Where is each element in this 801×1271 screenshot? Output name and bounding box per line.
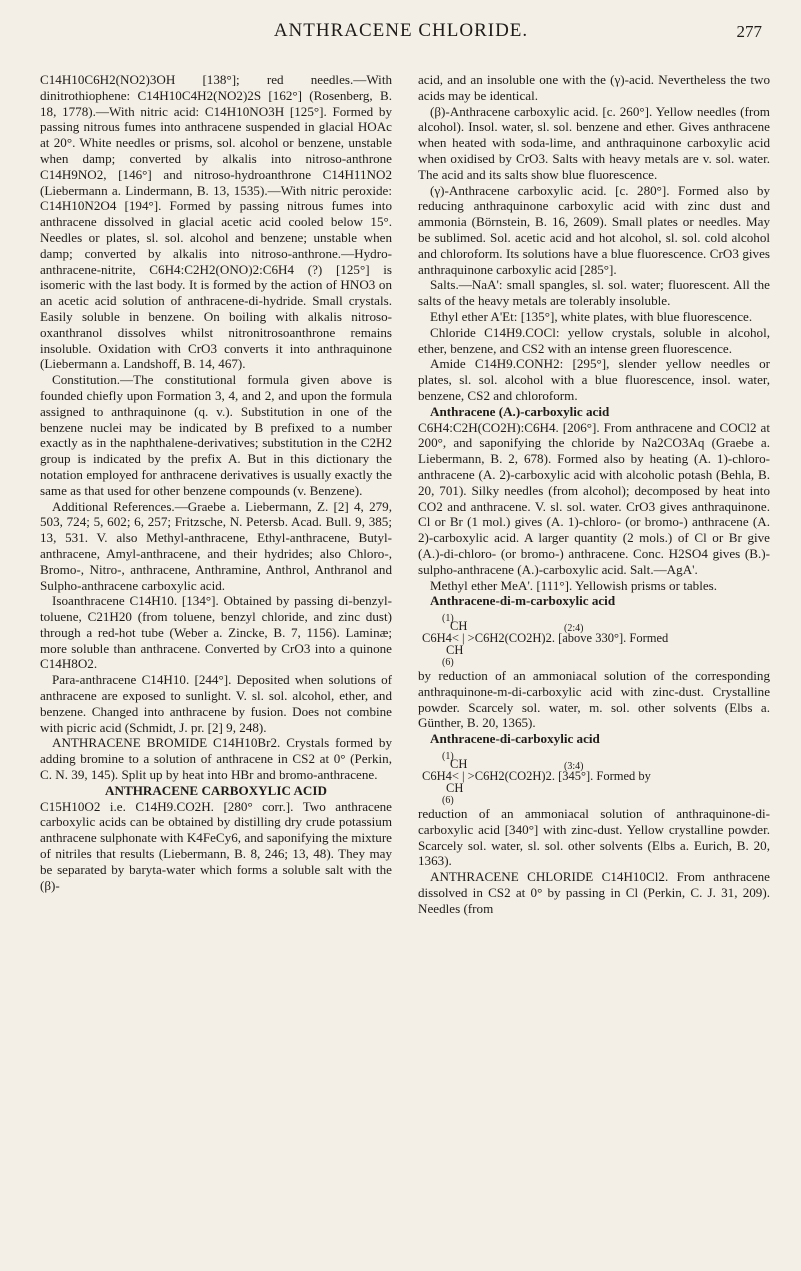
left-column [40, 72, 392, 893]
paragraph: (γ)-Anthracene carboxylic acid. [c. 280°]. Formed also by reducing anthraquinone carboxylic acid with zinc dust and ammonia (Börnstein, B. 16, 2609). Small plates or needles. May be sublimed. Sol. acetic acid and hot alcohol, sl. sol. cold alcohol and chloroform. Its solutions have a blue fluorescence. CrO3 gives anthraquinone carboxylic acid [285°]. [418, 182, 770, 277]
page-header [40, 20, 762, 44]
running-head: ANTHRACENE CHLORIDE. [273, 20, 529, 41]
paragraph: ANTHRACENE BROMIDE C14H10Br2. Crystals formed by adding bromine to a solution of anthracene in CS2 at 0° (Perkin, C. N. 39, 145). Split up by heat into HBr and bromo-anthracene. [40, 735, 392, 783]
paragraph: Methyl ether MeA'. [111°]. Yellowish prisms or tables. [430, 577, 718, 593]
section-heading: Anthracene (A.)-carboxylic acid [430, 403, 610, 419]
position-label: (6) [442, 657, 454, 669]
paragraph: Chloride C14H9.COCl: yellow crystals, soluble in alcohol, ether, benzene, and CS2 with an intense green fluorescence. [418, 324, 770, 356]
paragraph: by reduction of an ammoniacal solution of the corresponding anthraquinone-m-di-carboxylic acid with zinc-dust. Crystalline powder. Scarcely sol. water, m. sol. other solvents (Elbs a. Günther, B. 20, 1365). [418, 668, 770, 731]
section-heading: Anthracene-di-m-carboxylic acid [430, 593, 616, 609]
ch-label: CH [450, 619, 468, 634]
paragraph: Salts.—NaA': small spangles, sl. sol. water; fluorescent. All the salts of the heavy metals are tolerably insoluble. [418, 277, 770, 309]
ch-label: CH [446, 781, 464, 796]
paragraph: Ethyl ether A'Et: [135°], white plates, with blue fluorescence. [430, 308, 753, 324]
formula-main: C6H4< | >C6H2(CO2H)2. [above 330°]. Formed [422, 631, 669, 646]
paragraph: Constitution.—The constitutional formula given above is founded chiefly upon Formation 3, 4, and 2, and upon the formula assigned to anthraquinone (q. v.). Substitution in one of the benzene nuclei may be indicated by B prefixed to a number exactly as in the naphthalene-derivatives; substitution in the C2H2 group is indicated by the prefix A. But in this dictionary the notation employed for anthracene derivatives is usually exactly the same as that used for other benzene compounds (v. Benzene). [40, 372, 392, 498]
section-heading: ANTHRACENE CARBOXYLIC ACID [105, 782, 327, 798]
position-label: (1) [442, 613, 454, 625]
section-heading: Anthracene-di-carboxylic acid [430, 731, 600, 747]
position-label: (3:4) [564, 761, 584, 773]
ch-label: CH [450, 757, 468, 772]
paragraph: C14H10C6H2(NO2)3OH [138°]; red needles.—With dinitrothiophene: C14H10C4H2(NO2)2S [162°] (Rosenberg, B. 18, 1778).—With nitric acid: C14H10NO3H [125°]. Formed by passing nitrous fumes into anthracene suspended in glacial HOAc at 20°. White needles or prisms, sol. alcohol or benzene, unstable when damp; converted by alkalis into nitroso-anthrone C14H9NO2, [146°] and nitroso-hydroanthrone C14H11NO2 (Liebermann a. Lindermann, B. 13, 1535).—With nitric peroxide: C14H10N2O4 [194°]. Formed by passing nitrous fumes into anthracene dissolved in glacial acetic acid cooled below 15°. Needles or plates, sl. sol. alcohol and benzene; unstable when damp; converted by alkalis into nitroso-anthrone.—Hydro-anthracene-nitrite, C6H4:C2H2(ONO)2:C6H4 (?) [125°] is isomeric with the last body. It is formed by the action of HNO3 on an acetic acid solution of anthracene-di-hydride. Small crystals. Easily soluble in benzene. On boiling with alkalis nitroso-oxanthranol dissolves whilst nitronitrosoanthrone remains insoluble. Oxidation with CrO3 converts it into anthraquinone (Liebermann a. Landshoff, B. 14, 467). [40, 72, 392, 372]
paragraph: ANTHRACENE CHLORIDE C14H10Cl2. From anthracene dissolved in CS2 at 0° by passing in Cl (Perkin, C. J. 31, 209). Needles (from [418, 869, 770, 916]
paragraph: acid, and an insoluble one with the (γ)-acid. Nevertheless the two acids may be identical. [418, 72, 770, 103]
position-label: (6) [442, 795, 454, 807]
structural-formula-1 [422, 611, 770, 669]
structural-formula-2 [422, 749, 770, 807]
formula-main: C6H4< | >C6H2(CO2H)2. [345°]. Formed by [422, 769, 651, 784]
paragraph: C6H4:C2H(CO2H):C6H4. [206°]. From anthracene and COCl2 at 200°, and saponifying the chloride by Na2CO3Aq (Graebe a. Liebermann, B. 2, 678). Formed also by heating (A. 1)-chloro-anthracene (A. 2)-carboxylic acid with alcoholic potash (Behla, B. 20, 701). Silky needles (from alcohol); decomposed by heat into CO2 and anthracene. V. sl. sol. water. CrO3 gives anthraquinone. Cl or Br (1 mol.) gives (A. 1)-chloro- (or bromo-) anthracene (A. 2)-carboxylic acid. A larger quantity (2 mols.) of Cl or Br give (A.)-di-chloro- (or bromo-) anthracene. Conc. H2SO4 gives (B.)-sulpho-anthracene (A.)-carboxylic acid. Salt.—AgA'. [418, 419, 770, 577]
paragraph: Isoanthracene C14H10. [134°]. Obtained by passing di-benzyl-toluene, C21H20 (from toluene, benzyl chloride, and zinc dust) through a red-hot tube (Weber a. Zincke, B. 7, 1156). Laminæ; more soluble than anthracene. Converted by CrO3 into a quinone C14H8O2. [40, 593, 392, 672]
paragraph: Amide C14H9.CONH2: [295°], slender yellow needles or plates, sl. sol. alcohol with a blue fluorescence, insol. water, benzene, CS2 and chloroform. [418, 356, 770, 403]
position-label: (1) [442, 751, 454, 763]
paragraph: C15H10O2 i.e. C14H9.CO2H. [280° corr.]. Two anthracene carboxylic acids can be obtained by distilling dry crude potassium anthracene sulphonate with K4FeCy6, and saponifying the mixture of nitriles that results (Liebermann, B. 8, 246; 13, 48). They may be separated by baryta-water which forms a soluble salt with the (β)- [40, 798, 392, 893]
paragraph: (β)-Anthracene carboxylic acid. [c. 260°]. Yellow needles (from alcohol). Insol. water, sl. sol. benzene and ether. Gives anthracene when heated with soda-lime, and anthraquinone carboxylic acid when oxidised by CrO3. Salts with heavy metals are v. sol. water. The acid and its salts show blue fluorescence. [418, 103, 770, 182]
paragraph: Para-anthracene C14H10. [244°]. Deposited when solutions of anthracene are exposed to sunlight. V. sl. sol. alcohol, ether, and benzene. Changed into anthracene by fusion. Does not combine with picric acid (Schmidt, J. pr. [2] 9, 248). [40, 672, 392, 735]
ch-label: CH [446, 643, 464, 658]
position-label: (2:4) [564, 623, 584, 635]
page-number: 277 [736, 22, 762, 41]
paragraph: Additional References.—Graebe a. Liebermann, Z. [2] 4, 279, 503, 724; 5, 602; 6, 257; Fritzsche, N. Petersb. Acad. Bull. 9, 385; 13, 531. V. also Methyl-anthracene, Ethyl-anthracene, Butyl-anthracene, Amyl-anthracene, and their hydrides; also Chloro-, Bromo-, Nitro-, anthracene, Anthramine, Anthrol, Anthranol and Sulpho-anthracene carboxylic acid. [40, 498, 392, 593]
paragraph: reduction of an ammoniacal solution of anthraquinone-di-carboxylic acid [340°] with zinc-dust. Yellow crystalline powder. Scarcely sol. water, sl. sol. other solvents (Elbs a. Eurich, B. 20, 1363). [418, 806, 770, 869]
right-column [418, 72, 770, 917]
